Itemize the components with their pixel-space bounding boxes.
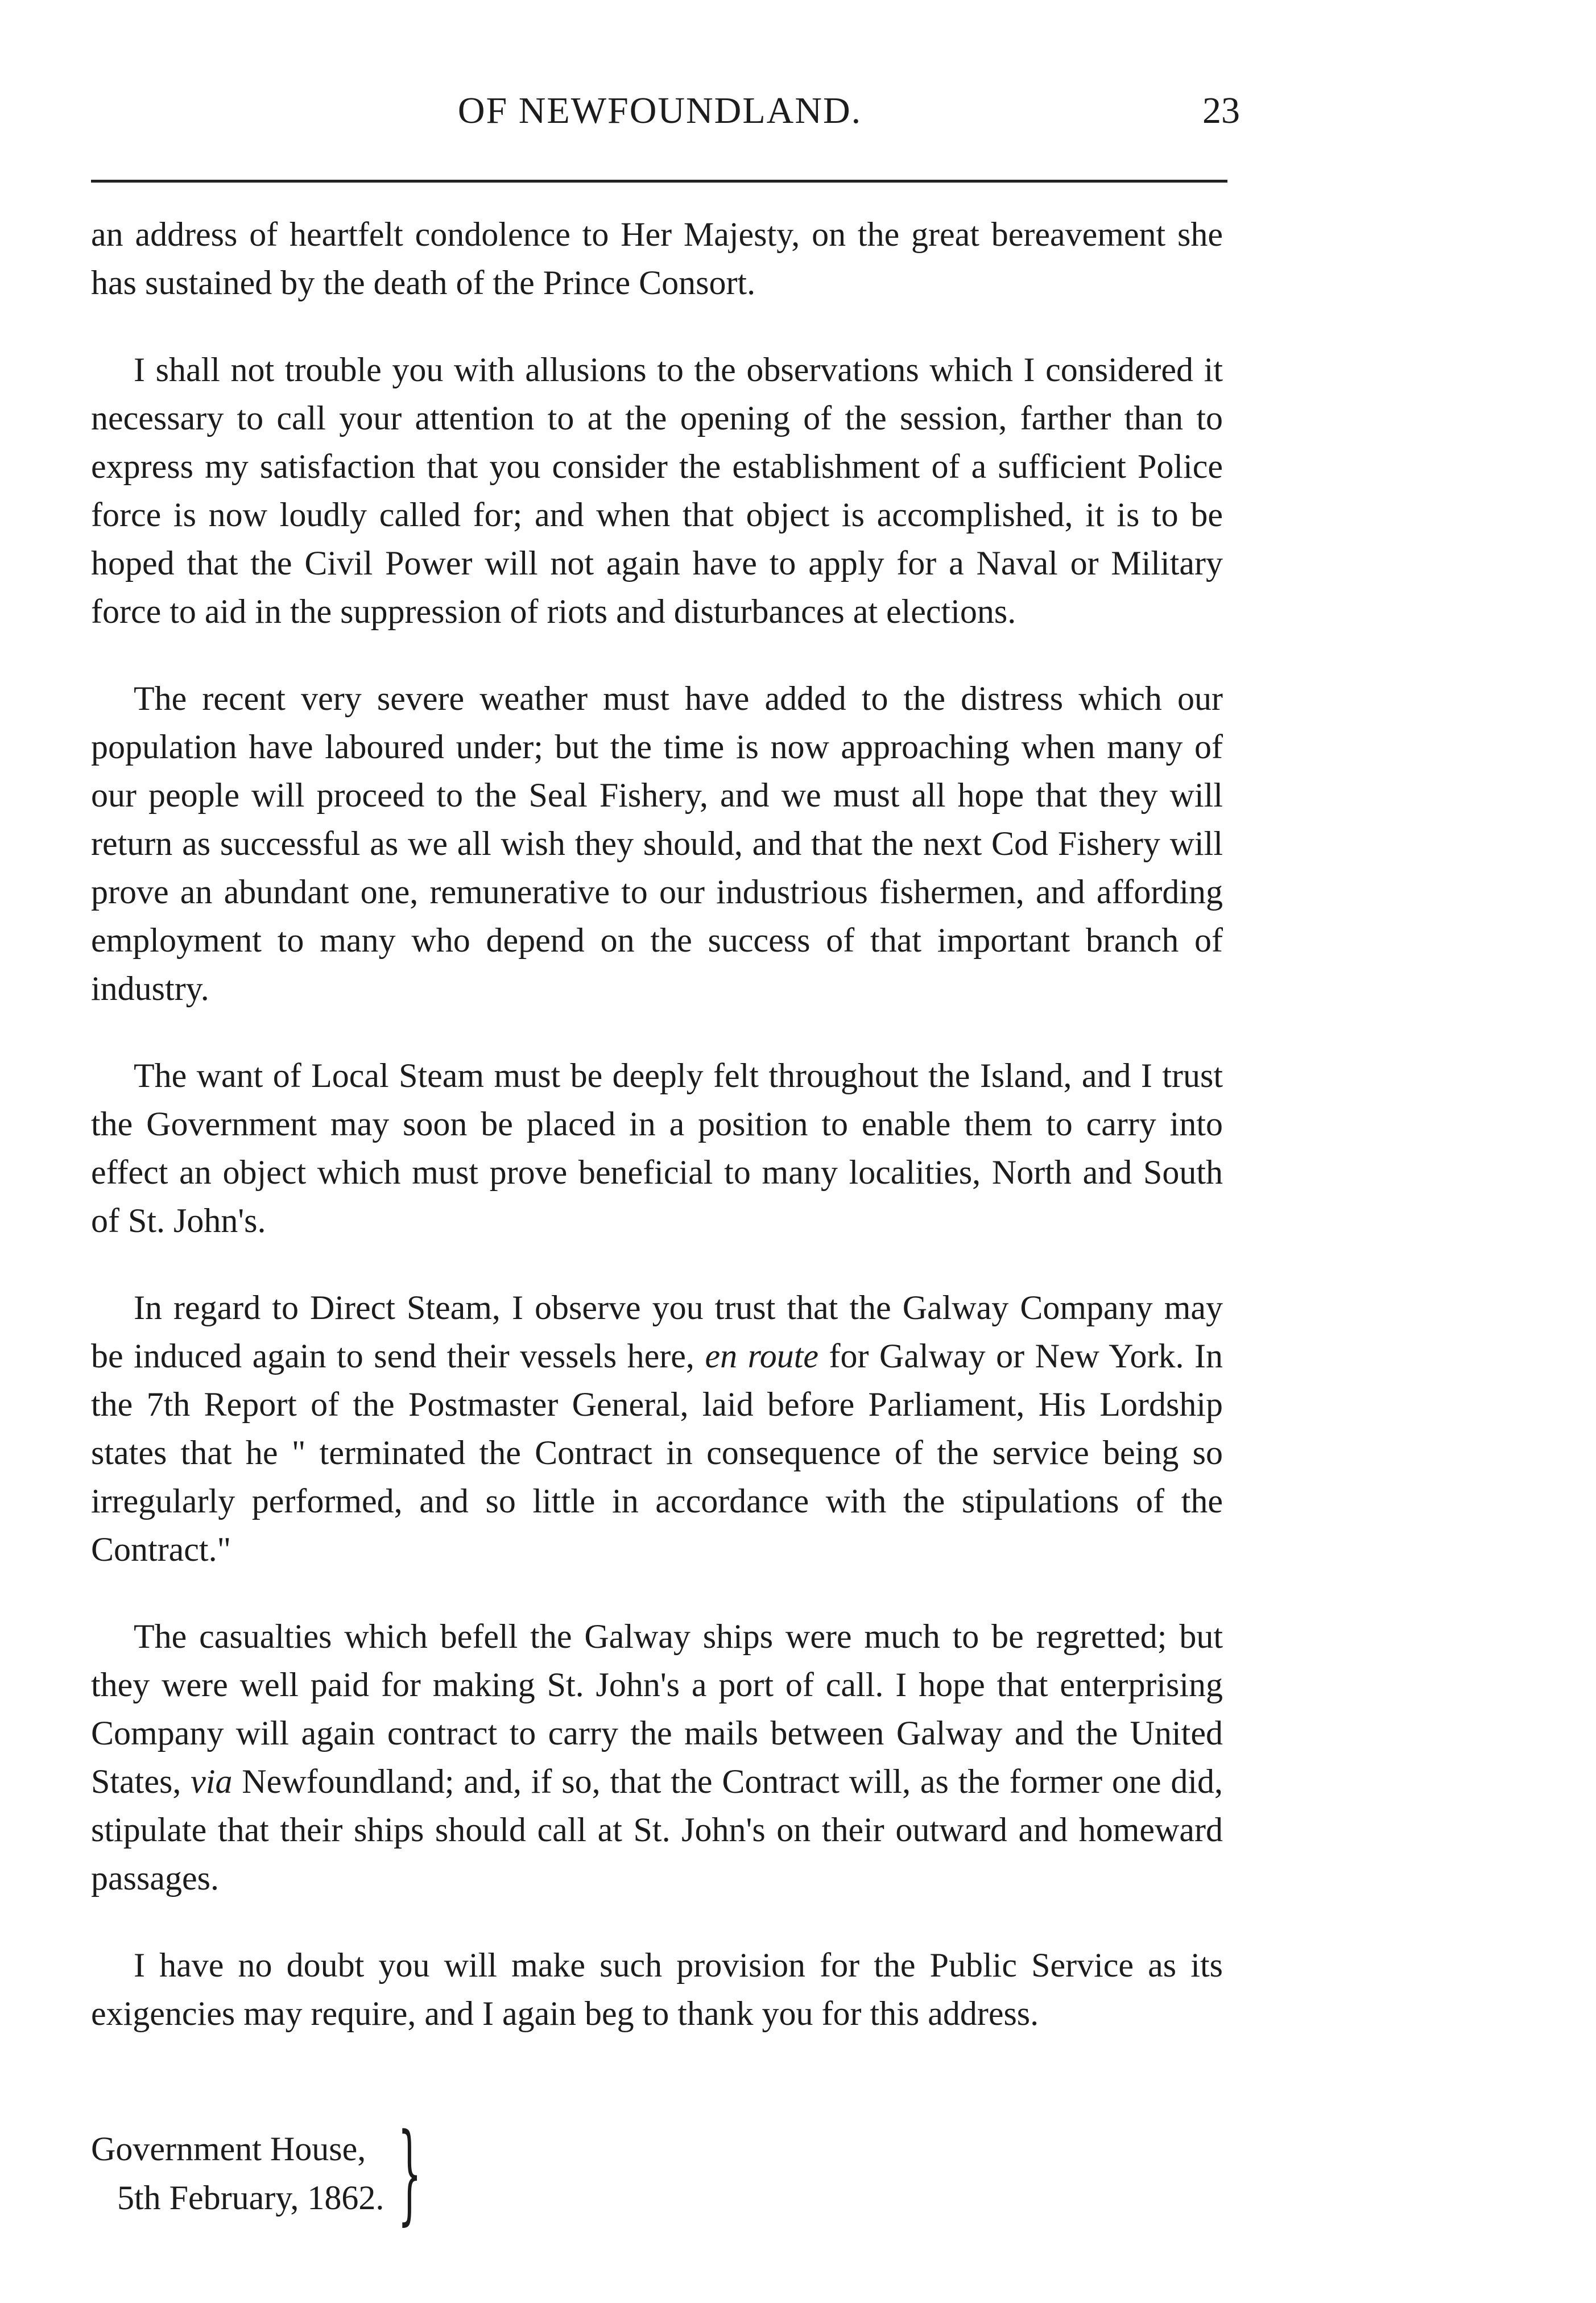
paragraph-6 [91, 1612, 1223, 1903]
signature-lines [91, 2124, 384, 2222]
running-title: OF NEWFOUNDLAND. [457, 90, 862, 131]
paragraph-7: I have no doubt you will make such provision for the Public Service as its exigencies may require, and I again beg to thank you for this address. [91, 1946, 1223, 2032]
paragraph-5 [91, 1284, 1223, 1574]
paragraph-6-italic: via [191, 1763, 233, 1800]
signature-date: 5th February, 1862. [117, 2179, 384, 2217]
paragraph-4: The want of Local Steam must be deeply felt throughout the Island, and I trust the Government may soon be placed in a position to enable them to carry into effect an object which must prove beneficial to many localities, North and South of St. John's. [91, 1057, 1223, 1239]
paragraph-3: The recent very severe weather must have added to the distress which our population have laboured under; but the time is now approaching when many of our people will proceed to the Seal Fishery, and we must all hope that they will return as successful as we all wish they should, and that the next Cod Fishery will prove an abundant one, remunerative to our industrious fishermen, and affording employment to many who depend on the success of that important branch of industry. [91, 680, 1223, 1007]
paragraph-1: an address of heartfelt condolence to Her Majesty, on the great bereavement she has sustained by the death of the Prince Consort. [91, 216, 1223, 301]
paragraph-2: I shall not trouble you with allusions to the observations which I considered it necessary to call your attention to at the opening of the session, farther than to express my satisfaction that you consider the establishment of a sufficient Police force is now loudly called for; and when that object is accomplished, it is to be hoped that the Civil Power will not again have to apply for a Naval or Military force to aid in the suppression of riots and disturbances at elections. [91, 351, 1223, 630]
header-rule [91, 180, 1227, 183]
page-number: 23 [1202, 90, 1240, 131]
paragraph-5-text-2: for Galway or New York. In the 7th Report of the Postmaster General, laid before Parliament, His Lordship states that he " terminated the Contract in consequence of the service being so irregularly performed, and so little in accordance with the stipulations of the Contract." [91, 1337, 1223, 1568]
signature-place: Government House, [91, 2130, 366, 2168]
paragraph-5-italic: en route [705, 1337, 819, 1375]
right-brace-icon: } [398, 2110, 422, 2236]
signature-block [91, 2110, 466, 2236]
paragraph-6-text-2: Newfoundland; and, if so, that the Contract will, as the former one did, stipulate that their ships should call at St. John's on their outward and homeward passages. [91, 1763, 1223, 1897]
paragraph-5-text-1: In regard to Direct Steam, I observe you trust that the Galway Company may be induced again to send their vessels here, [91, 1289, 1223, 1375]
body-text [91, 210, 1223, 2077]
running-head [91, 85, 1240, 137]
paragraph-6-text-1: The casualties which befell the Galway ships were much to be regretted; but they were well paid for making St. John's a port of call. I hope that enterprising Company will again contract to carry the mails between Galway and the United States, [91, 1618, 1223, 1800]
